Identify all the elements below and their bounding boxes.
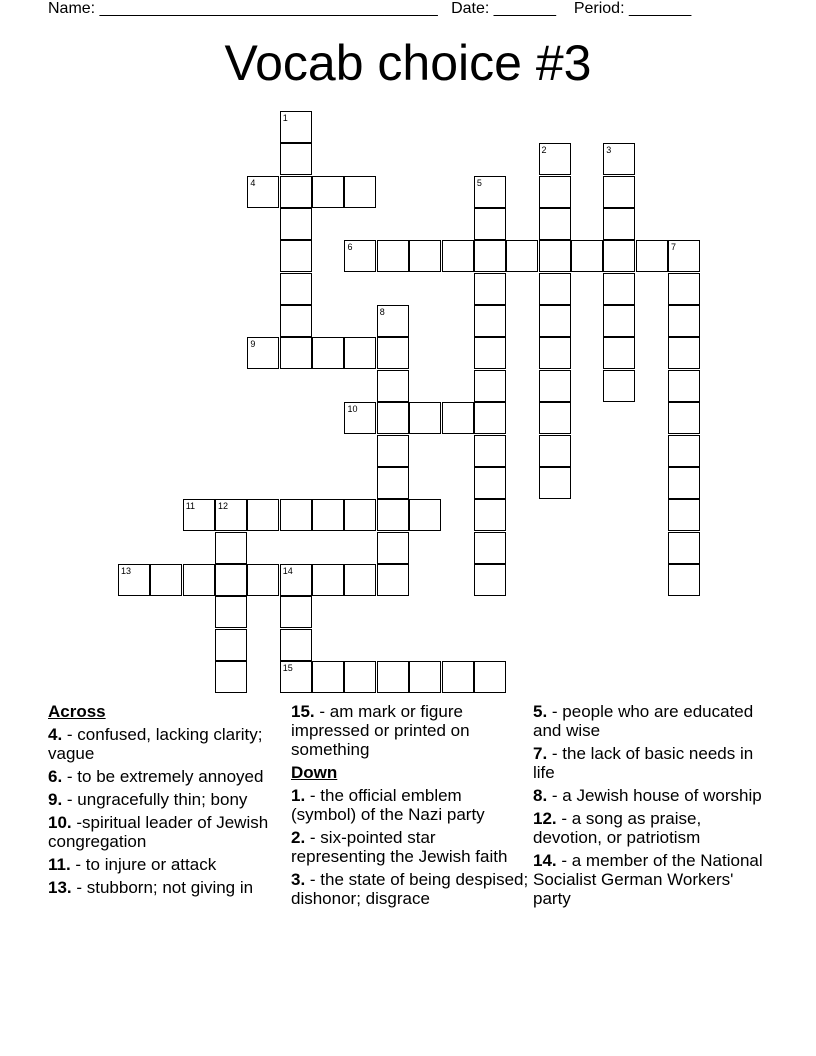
- date-field: Date: _______: [451, 0, 557, 17]
- crossword-cell[interactable]: [474, 564, 506, 596]
- crossword-cell[interactable]: [215, 564, 247, 596]
- crossword-cell[interactable]: [247, 499, 279, 531]
- crossword-cell[interactable]: [247, 176, 279, 208]
- crossword-cell[interactable]: [183, 564, 215, 596]
- crossword-cell[interactable]: [668, 467, 700, 499]
- clue-across-4: 4. - confused, lacking clarity; vague: [48, 725, 263, 763]
- crossword-cell[interactable]: [539, 240, 571, 272]
- crossword-cell[interactable]: [280, 143, 312, 175]
- crossword-cell[interactable]: [603, 176, 635, 208]
- crossword-cell[interactable]: [668, 532, 700, 564]
- crossword-cell[interactable]: [377, 402, 409, 434]
- cell-number: 15: [282, 662, 293, 673]
- clue-down-2: 2. - six-pointed star representing the Jewish faith: [291, 828, 508, 866]
- crossword-cell[interactable]: [247, 564, 279, 596]
- cell-number: 7: [670, 242, 676, 253]
- crossword-cell[interactable]: [280, 629, 312, 661]
- crossword-cell[interactable]: [603, 273, 635, 305]
- crossword-cell[interactable]: [280, 240, 312, 272]
- crossword-cell[interactable]: [539, 273, 571, 305]
- crossword-cell[interactable]: [344, 176, 376, 208]
- clue-across-15: 15. - am mark or figure impressed or printed on something: [291, 702, 470, 759]
- crossword-cell[interactable]: [571, 240, 603, 272]
- crossword-cell[interactable]: [280, 305, 312, 337]
- cell-number: 11: [185, 501, 196, 512]
- clue-down-12: 12. - a song as praise, devotion, or patriotism: [533, 809, 702, 847]
- crossword-cell[interactable]: [668, 435, 700, 467]
- crossword-cell[interactable]: [506, 240, 538, 272]
- crossword-cell[interactable]: [280, 499, 312, 531]
- crossword-cell[interactable]: [539, 143, 571, 175]
- crossword-cell[interactable]: [668, 305, 700, 337]
- down-heading: Down: [291, 763, 338, 782]
- crossword-cell[interactable]: [377, 499, 409, 531]
- crossword-cell[interactable]: [215, 661, 247, 693]
- crossword-cell[interactable]: [215, 596, 247, 628]
- crossword-cell[interactable]: [312, 564, 344, 596]
- crossword-cell[interactable]: [280, 208, 312, 240]
- crossword-cell[interactable]: [280, 596, 312, 628]
- crossword-cell[interactable]: [280, 273, 312, 305]
- crossword-cell[interactable]: [668, 402, 700, 434]
- across-heading: Across: [48, 702, 106, 721]
- cell-number: 6: [347, 242, 353, 253]
- crossword-cell[interactable]: [636, 240, 668, 272]
- crossword-cell[interactable]: [215, 499, 247, 531]
- crossword-cell[interactable]: [344, 240, 376, 272]
- crossword-cell[interactable]: [539, 337, 571, 369]
- crossword-cell[interactable]: [312, 337, 344, 369]
- crossword-cell[interactable]: [280, 111, 312, 143]
- crossword-cell[interactable]: [474, 337, 506, 369]
- crossword-cell[interactable]: [344, 337, 376, 369]
- crossword-cell[interactable]: [474, 240, 506, 272]
- crossword-cell[interactable]: [539, 305, 571, 337]
- crossword-cell[interactable]: [474, 370, 506, 402]
- cell-number: 10: [347, 404, 358, 415]
- crossword-cell[interactable]: [442, 402, 474, 434]
- cell-number: 8: [379, 307, 385, 318]
- cell-number: 4: [250, 177, 256, 188]
- crossword-cell[interactable]: [377, 661, 409, 693]
- crossword-cell[interactable]: [442, 661, 474, 693]
- clue-across-9: 9. - ungracefully thin; bony: [48, 790, 248, 809]
- clue-column-3: [533, 702, 773, 912]
- crossword-cell[interactable]: [474, 273, 506, 305]
- crossword-cell[interactable]: [474, 176, 506, 208]
- crossword-cell[interactable]: [344, 499, 376, 531]
- crossword-cell[interactable]: [668, 337, 700, 369]
- clue-column-1: [48, 702, 288, 901]
- crossword-cell[interactable]: [377, 240, 409, 272]
- period-field: Period: _______: [573, 0, 692, 17]
- clue-down-7: 7. - the lack of basic needs in life: [533, 744, 754, 782]
- cell-number: 3: [606, 145, 612, 156]
- cell-number: 14: [282, 565, 293, 576]
- crossword-cell[interactable]: [603, 208, 635, 240]
- cell-number: 1: [282, 113, 288, 123]
- crossword-cell[interactable]: [377, 370, 409, 402]
- crossword-cell[interactable]: [409, 661, 441, 693]
- clue-down-5: 5. - people who are educated and wise: [533, 702, 754, 740]
- crossword-cell[interactable]: [603, 143, 635, 175]
- crossword-cell[interactable]: [377, 467, 409, 499]
- crossword-cell[interactable]: [474, 661, 506, 693]
- crossword-cell[interactable]: [280, 337, 312, 369]
- crossword-cell[interactable]: [280, 661, 312, 693]
- crossword-cell[interactable]: [377, 564, 409, 596]
- crossword-cell[interactable]: [668, 370, 700, 402]
- crossword-cell[interactable]: [377, 305, 409, 337]
- crossword-cell[interactable]: [668, 499, 700, 531]
- crossword-cell[interactable]: [183, 499, 215, 531]
- clue-column-2: [291, 702, 531, 912]
- crossword-cell[interactable]: [539, 435, 571, 467]
- cell-number: 2: [541, 145, 547, 156]
- clue-down-14: 14. - a member of the National Socialist German Workers' party: [533, 851, 763, 908]
- clue-across-10: 10. -spiritual leader of Jewish congregation: [48, 813, 269, 851]
- crossword-cell[interactable]: [312, 499, 344, 531]
- crossword-cell[interactable]: [247, 337, 279, 369]
- crossword-cell[interactable]: [215, 532, 247, 564]
- crossword-cell[interactable]: [539, 402, 571, 434]
- cell-number: 9: [250, 339, 256, 350]
- crossword-cell[interactable]: [539, 176, 571, 208]
- clue-across-6: 6. - to be extremely annoyed: [48, 767, 264, 786]
- crossword-cell[interactable]: [344, 564, 376, 596]
- clue-across-13: 13. - stubborn; not giving in: [48, 878, 254, 897]
- cell-number: 13: [121, 565, 132, 576]
- crossword-cell[interactable]: [409, 402, 441, 434]
- page-title: Vocab choice #3: [224, 35, 592, 91]
- crossword-cell[interactable]: [377, 532, 409, 564]
- crossword-cell[interactable]: [442, 240, 474, 272]
- name-field: Name: ______________________________________: [48, 0, 438, 17]
- crossword-cell[interactable]: [474, 467, 506, 499]
- crossword-cell[interactable]: [150, 564, 182, 596]
- crossword-cell[interactable]: [474, 208, 506, 240]
- crossword-cell[interactable]: [118, 564, 150, 596]
- crossword-cell[interactable]: [280, 176, 312, 208]
- crossword-cell[interactable]: [603, 240, 635, 272]
- crossword-cell[interactable]: [603, 305, 635, 337]
- crossword-cell[interactable]: [409, 499, 441, 531]
- crossword-cell[interactable]: [377, 337, 409, 369]
- crossword-cell[interactable]: [280, 564, 312, 596]
- clue-across-11: 11. - to injure or attack: [48, 855, 217, 874]
- crossword-cell[interactable]: [539, 467, 571, 499]
- crossword-cell[interactable]: [474, 305, 506, 337]
- crossword-cell[interactable]: [344, 402, 376, 434]
- crossword-cell[interactable]: [668, 240, 700, 272]
- crossword-cell[interactable]: [377, 435, 409, 467]
- crossword-cell[interactable]: [474, 402, 506, 434]
- cell-number: 5: [476, 177, 482, 188]
- crossword-cell[interactable]: [409, 240, 441, 272]
- crossword-cell[interactable]: [312, 176, 344, 208]
- crossword-cell[interactable]: [474, 435, 506, 467]
- crossword-cell[interactable]: [603, 370, 635, 402]
- crossword-cell[interactable]: [344, 661, 376, 693]
- clue-down-3: 3. - the state of being despised; dishonor; disgrace: [291, 870, 529, 908]
- crossword-cell[interactable]: [668, 273, 700, 305]
- crossword-cell[interactable]: [539, 208, 571, 240]
- cell-number: 12: [218, 501, 229, 512]
- crossword-cell[interactable]: [474, 532, 506, 564]
- clue-down-1: 1. - the official emblem (symbol) of the Nazi party: [291, 786, 485, 824]
- crossword-cell[interactable]: [539, 370, 571, 402]
- crossword-cell[interactable]: [668, 564, 700, 596]
- crossword-cell[interactable]: [215, 629, 247, 661]
- crossword-cell[interactable]: [312, 661, 344, 693]
- crossword-cell[interactable]: [603, 337, 635, 369]
- crossword-cell[interactable]: [474, 499, 506, 531]
- clue-down-8: 8. - a Jewish house of worship: [533, 786, 762, 805]
